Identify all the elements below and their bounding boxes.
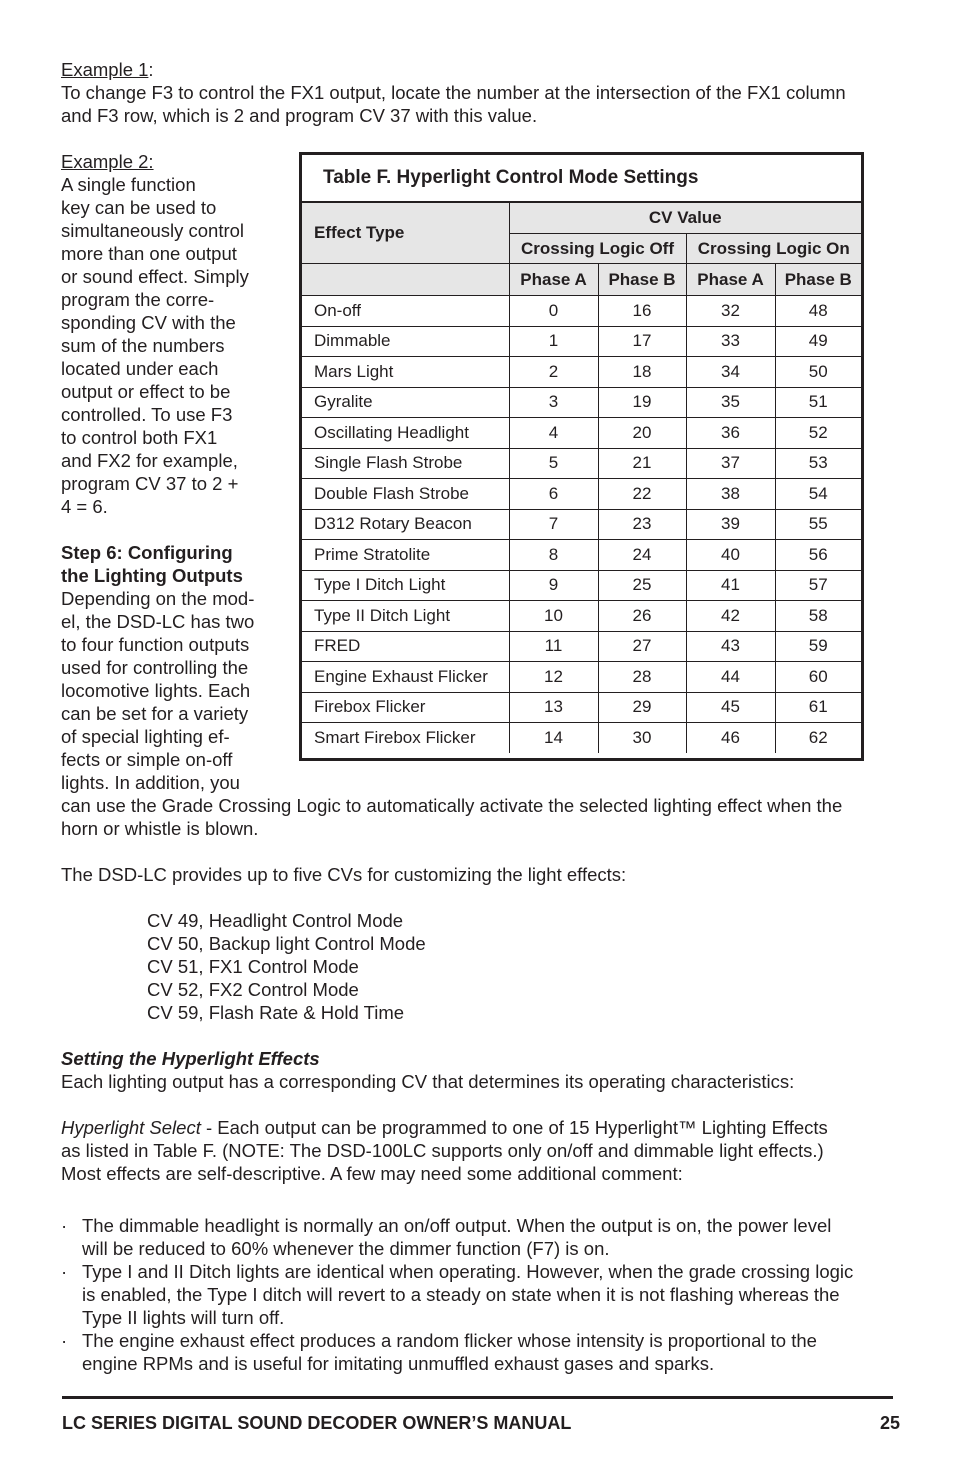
step6-heading: the Lighting Outputs [61,565,243,586]
cv-value-cell: 8 [509,540,598,571]
paragraph-line: as listed in Table F. (NOTE: The DSD-100LC supports only on/off and dimmable light effects.) [61,1140,824,1161]
paragraph-line: Depending on the mod- [61,588,255,609]
crossing-logic-off-header: Crossing Logic Off [509,234,686,264]
cv-list-item: CV 49, Headlight Control Mode [147,910,404,931]
cv-value-cell: 51 [775,387,861,418]
bullet-item [61,1214,901,1260]
paragraph-line: controlled. To use F3 [61,404,233,425]
bullet-line: Type II lights will turn off. [82,1307,285,1328]
table-row [302,540,861,571]
paragraph-line: To change F3 to control the FX1 output, locate the number at the intersection of the FX1 column [61,82,846,103]
bullet-dot: · [61,1330,68,1351]
effect-name-cell: Single Flash Strobe [302,448,509,479]
example1-colon: : [148,59,154,80]
cv-value-cell: 46 [686,723,775,753]
cv-value-cell: 42 [686,601,775,632]
cv-value-cell: 14 [509,723,598,753]
table-title: Table F. Hyperlight Control Mode Settings [302,155,861,203]
cv-value-cell: 20 [598,418,686,449]
table-row [302,387,861,418]
effect-name-cell: Oscillating Headlight [302,418,509,449]
cv-value-cell: 43 [686,631,775,662]
table-body [302,296,861,753]
hyperlight-heading: Setting the Hyperlight Effects [61,1048,320,1069]
effect-name-cell: Engine Exhaust Flicker [302,662,509,693]
bullet-item [61,1329,901,1375]
cv-value-cell: 53 [775,448,861,479]
cv-value-cell: 21 [598,448,686,479]
cv-value-cell: 52 [775,418,861,449]
cvs-intro: The DSD-LC provides up to five CVs for customizing the light effects: [61,864,627,885]
cv-value-cell: 28 [598,662,686,693]
paragraph-line: program CV 37 to 2 + [61,473,239,494]
cv-value-cell: 24 [598,540,686,571]
effect-name-cell: Gyralite [302,387,509,418]
cv-list-item: CV 51, FX1 Control Mode [147,956,359,977]
cv-value-cell: 54 [775,479,861,510]
paragraph-line: A single function [61,174,196,195]
phase-header: Phase A [686,264,775,296]
paragraph-line: - Each output can be programmed to one of 15 Hyperlight™ Lighting Effects [200,1117,828,1138]
table-row [302,662,861,693]
effect-name-cell: Smart Firebox Flicker [302,723,509,753]
paragraph-line: used for controlling the [61,657,249,678]
phase-header: Phase B [775,264,861,296]
cv-value-cell: 16 [598,296,686,327]
cv-value-cell: 44 [686,662,775,693]
cv-value-cell: 50 [775,357,861,388]
paragraph-line: more than one output [61,243,237,264]
cv-value-cell: 17 [598,326,686,357]
paragraph-line: lights. In addition, you [61,772,240,793]
cv-value-cell: 19 [598,387,686,418]
cv-value-cell: 22 [598,479,686,510]
paragraph-line: to control both FX1 [61,427,218,448]
cv-value-cell: 6 [509,479,598,510]
hyperlight-settings-table [299,152,864,761]
cv-value-cell: 13 [509,692,598,723]
cv-value-cell: 5 [509,448,598,479]
effect-name-cell: Type I Ditch Light [302,570,509,601]
footer-rule [62,1396,893,1399]
bullet-list [61,1214,901,1375]
page-number: 25 [879,1413,900,1433]
paragraph-line: to four function outputs [61,634,250,655]
bullet-dot: · [61,1261,68,1282]
effect-name-cell: On-off [302,296,509,327]
cv-value-table [302,203,861,753]
paragraph-line: located under each [61,358,219,379]
effect-name-cell: Mars Light [302,357,509,388]
effect-name-cell: D312 Rotary Beacon [302,509,509,540]
table-row [302,631,861,662]
cv-value-cell: 0 [509,296,598,327]
effect-name-cell: Dimmable [302,326,509,357]
bullet-line: is enabled, the Type I ditch will revert to a steady on state when it is not flashing whereas the [82,1284,840,1305]
cv-value-cell: 36 [686,418,775,449]
cv-value-cell: 12 [509,662,598,693]
bullet-line: will be reduced to 60% whenever the dimmer function (F7) is on. [82,1238,610,1259]
cv-value-cell: 29 [598,692,686,723]
table-row [302,509,861,540]
paragraph-line: of special lighting ef- [61,726,230,747]
effect-name-cell: Double Flash Strobe [302,479,509,510]
hyperlight-select-term: Hyperlight Select [61,1117,201,1138]
cv-value-cell: 48 [775,296,861,327]
effect-name-cell: FRED [302,631,509,662]
example1-block [61,58,846,127]
bullet-line: Type I and II Ditch lights are identical when operating. However, when the grade crossing logic [82,1261,854,1282]
effect-type-header: Effect Type [302,203,509,264]
cv-list-item: CV 59, Flash Rate & Hold Time [147,1002,405,1023]
effect-name-cell: Prime Stratolite [302,540,509,571]
cv-list-item: CV 52, FX2 Control Mode [147,979,359,1000]
cv-value-cell: 33 [686,326,775,357]
cv-value-cell: 3 [509,387,598,418]
cv-value-cell: 18 [598,357,686,388]
blank-header-cell [302,264,509,296]
cv-value-cell: 30 [598,723,686,753]
cv-value-cell: 60 [775,662,861,693]
paragraph-line: Most effects are self-descriptive. A few may need some additional comment: [61,1163,683,1184]
table-row [302,570,861,601]
bullet-dot: · [61,1215,68,1236]
table-row [302,326,861,357]
cv-value-cell: 2 [509,357,598,388]
table-row [302,418,861,449]
step6-heading: Step 6: Configuring [61,542,233,563]
cv-value-cell: 40 [686,540,775,571]
cv-value-cell: 35 [686,387,775,418]
cv-value-cell: 62 [775,723,861,753]
effect-name-cell: Type II Ditch Light [302,601,509,632]
phase-header: Phase A [509,264,598,296]
paragraph-line: or sound effect. Simply [61,266,249,287]
cv-list-item: CV 50, Backup light Control Mode [147,933,426,954]
cv-value-cell: 26 [598,601,686,632]
table-row [302,723,861,753]
cv-value-cell: 4 [509,418,598,449]
paragraph-line: el, the DSD-LC has two [61,611,255,632]
cv-value-cell: 55 [775,509,861,540]
example2-heading: Example 2: [61,151,154,172]
cv-value-cell: 45 [686,692,775,723]
footer-title: LC SERIES DIGITAL SOUND DECODER OWNER’S MANUAL [62,1413,572,1433]
cv-value-cell: 59 [775,631,861,662]
paragraph-line: horn or whistle is blown. [61,818,259,839]
hyperlight-intro: Each lighting output has a corresponding CV that determines its operating characteristics: [61,1071,795,1092]
table-row [302,601,861,632]
example1-heading: Example 1 [61,59,149,80]
paragraph-line: sum of the numbers [61,335,225,356]
cv-value-cell: 34 [686,357,775,388]
paragraph-line: and F3 row, which is 2 and program CV 37 with this value. [61,105,538,126]
cv-value-cell: 39 [686,509,775,540]
paragraph-line: can use the Grade Crossing Logic to automatically activate the selected lighting effect when the [61,795,843,816]
cv-value-cell: 41 [686,570,775,601]
cv-value-cell: 11 [509,631,598,662]
paragraph-line: can be set for a variety [61,703,249,724]
paragraph-line: key can be used to [61,197,217,218]
table-row [302,479,861,510]
cv-value-cell: 38 [686,479,775,510]
paragraph-line: simultaneously control [61,220,245,241]
cv-value-cell: 10 [509,601,598,632]
cv-value-cell: 61 [775,692,861,723]
effect-name-cell: Firebox Flicker [302,692,509,723]
cv-value-cell: 49 [775,326,861,357]
bullet-line: The dimmable headlight is normally an on/off output. When the output is on, the power level [82,1215,832,1236]
paragraph-line: locomotive lights. Each [61,680,251,701]
cv-value-cell: 23 [598,509,686,540]
table-row [302,357,861,388]
cv-value-cell: 37 [686,448,775,479]
cv-value-cell: 57 [775,570,861,601]
cv-value-cell: 27 [598,631,686,662]
cv-value-cell: 7 [509,509,598,540]
cv-value-cell: 1 [509,326,598,357]
paragraph-line: fects or simple on-off [61,749,233,770]
crossing-logic-on-header: Crossing Logic On [686,234,861,264]
bullet-line: The engine exhaust effect produces a random flicker whose intensity is proportional to the [82,1330,817,1351]
table-row [302,692,861,723]
paragraph-line: sponding CV with the [61,312,236,333]
paragraph-line: output or effect to be [61,381,231,402]
bullet-line: engine RPMs and is useful for imitating unmuffled exhaust gases and sparks. [82,1353,715,1374]
cv-value-cell: 58 [775,601,861,632]
table-row [302,296,861,327]
paragraph-line: 4 = 6. [61,496,108,517]
cv-value-cell: 25 [598,570,686,601]
table-row [302,448,861,479]
paragraph-line: and FX2 for example, [61,450,238,471]
cv-value-header: CV Value [509,203,861,234]
cv-value-cell: 56 [775,540,861,571]
phase-header: Phase B [598,264,686,296]
cv-value-cell: 32 [686,296,775,327]
paragraph-line: program the corre- [61,289,215,310]
bullet-item [61,1260,901,1329]
cv-value-cell: 9 [509,570,598,601]
